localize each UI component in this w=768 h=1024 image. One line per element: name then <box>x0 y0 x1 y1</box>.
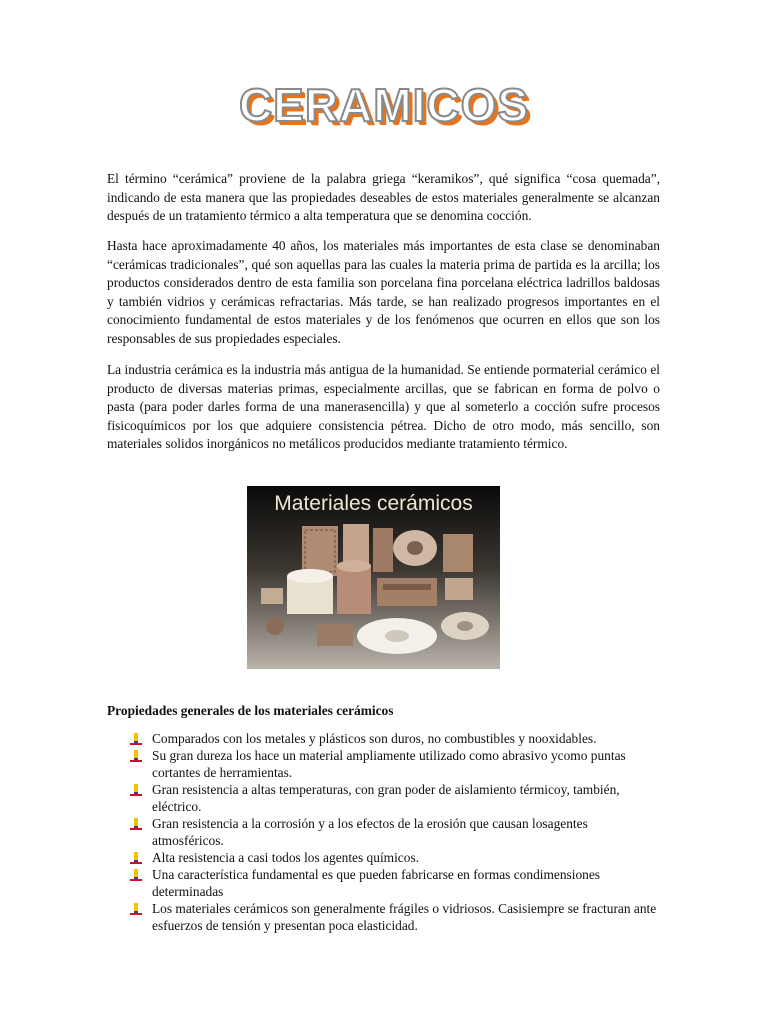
pencil-bullet-icon <box>130 818 142 830</box>
list-item <box>130 815 660 849</box>
paragraph-1: El término “cerámica” proviene de la palabra griega “keramikos”, qué significa “cosa quemada”, indicando de esta manera que las propiedades deseables de estos materiales generalmente se alcanzan después de un tratamiento térmico a alta temperatura que se denomina cocción. <box>107 171 660 223</box>
pencil-bullet-icon <box>130 869 142 881</box>
list-item <box>130 747 660 781</box>
paragraph-2: Hasta hace aproximadamente 40 años, los materiales más importantes de esta clase se denominaban “cerámicas tradicionales”, qué son aquellas para las cuales la materia prima de partida es la arcilla; los productos considerados dentro de esta familia son porcelana fina porcelana eléctrica ladrillos baldosas y también vidrios y cerámicas refractarias. Más tarde, se han realizado progresos importantes en el conocimiento fundamental de estos materiales y de los fenómenos que ocurren en ellos que son los responsables de sus propiedades especiales. <box>107 238 660 346</box>
list-item-text: Su gran dureza los hace un material ampliamente utilizado como abrasivo ycomo puntas cortantes de herramientas. <box>152 748 626 780</box>
list-item-text: Gran resistencia a la corrosión y a los efectos de la erosión que causan losagentes atmosféricos. <box>152 816 588 848</box>
list-item <box>130 866 660 900</box>
list-item-text: Los materiales cerámicos son generalmente frágiles o vidriosos. Casisiempre se fracturan ante esfuerzos de tensión y presentan poca elasticidad. <box>152 901 657 933</box>
pencil-bullet-icon <box>130 733 142 745</box>
paragraph-3: La industria cerámica es la industria más antigua de la humanidad. Se entiende pormaterial cerámico el producto de diversas materias primas, especialmente arcillas, que se fabrican en forma de polvo o pasta (para poder darles forma de una manerasencilla) y que al someterlo a cocción sufre procesos fisicoquímicos por los que adquiere consistencia pétrea. Dicho de otro modo, más sencillo, son materiales solidos inorgánicos no metálicos producidos mediante tratamiento térmico. <box>107 362 660 451</box>
list-item <box>130 730 660 747</box>
section-heading: Propiedades generales de los materiales cerámicos <box>107 703 394 718</box>
pencil-bullet-icon <box>130 784 142 796</box>
list-item-text: Comparados con los metales y plásticos son duros, no combustibles y nooxidables. <box>152 731 597 746</box>
list-item-text: Alta resistencia a casi todos los agentes químicos. <box>152 850 420 865</box>
list-item <box>130 900 660 934</box>
list-item-text: Gran resistencia a altas temperaturas, con gran poder de aislamiento térmicoy, también, eléctrico. <box>152 782 620 814</box>
ceramic-materials-image <box>247 486 500 669</box>
list-item <box>130 781 660 815</box>
pencil-bullet-icon <box>130 750 142 762</box>
list-item <box>130 849 660 866</box>
document-title: CERAMICOS <box>238 79 530 131</box>
pencil-bullet-icon <box>130 903 142 915</box>
list-item-text: Una característica fundamental es que pueden fabricarse en formas condimensiones determinadas <box>152 867 601 899</box>
pencil-bullet-icon <box>130 852 142 864</box>
properties-list <box>130 730 660 934</box>
figure-caption: Materiales cerámicos <box>274 492 473 515</box>
